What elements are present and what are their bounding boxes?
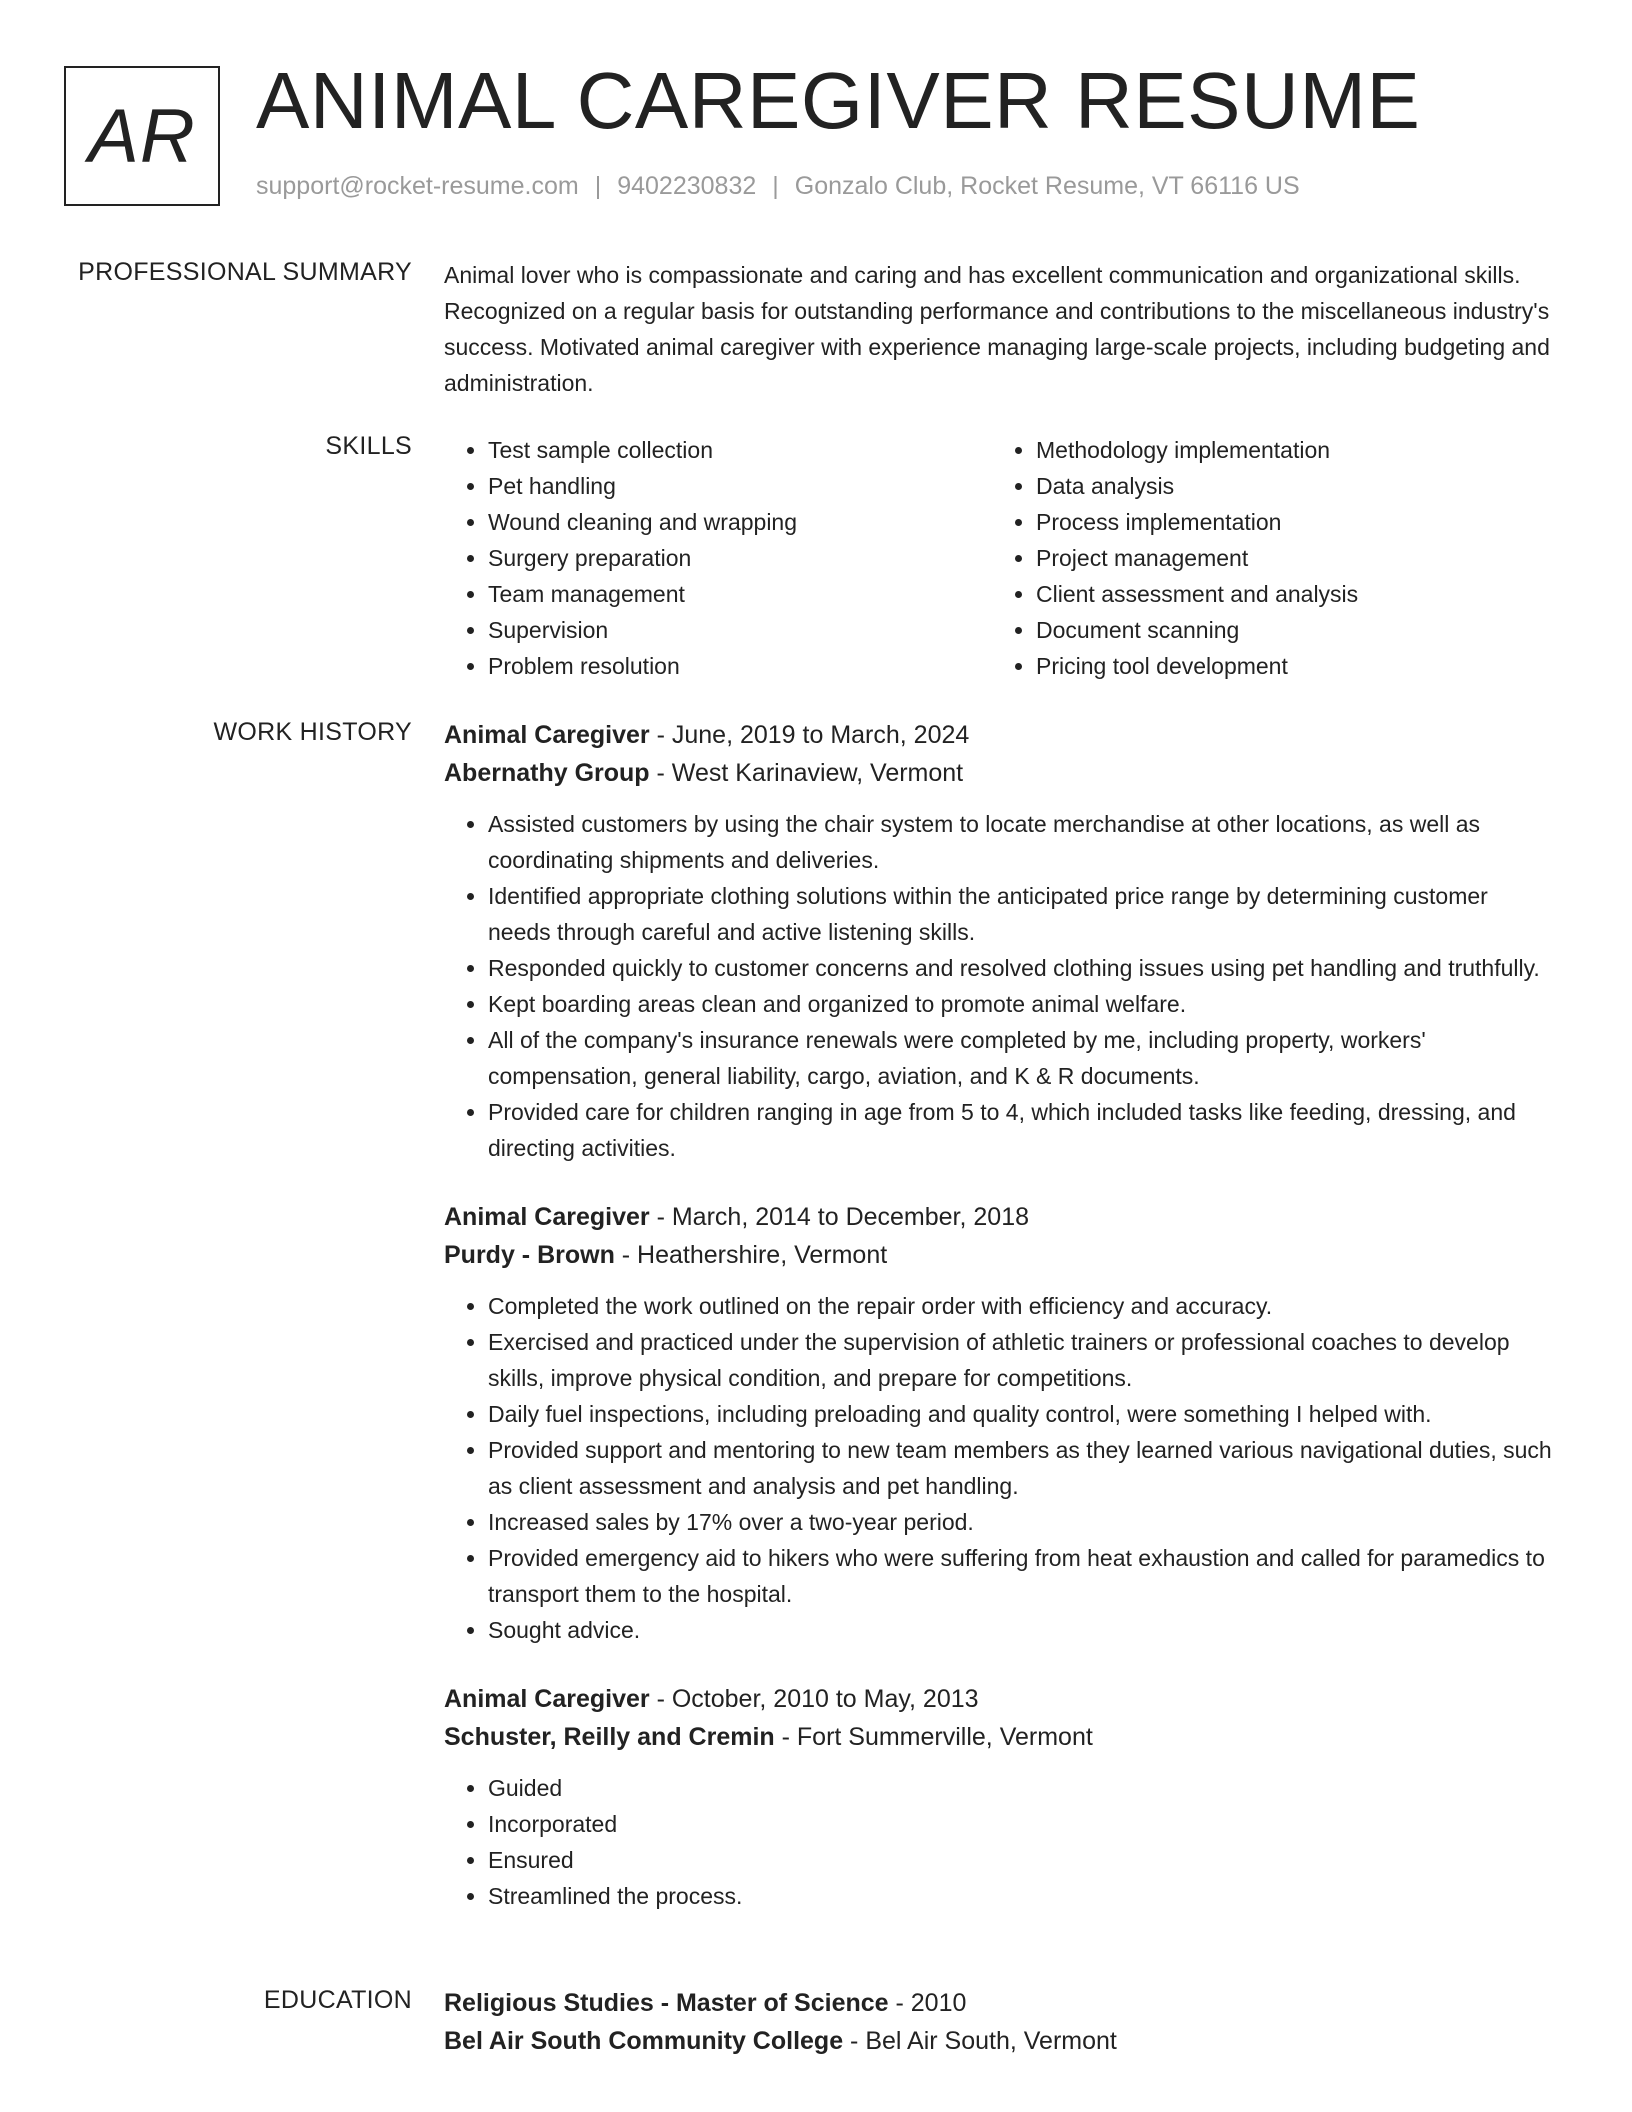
contact-separator: | [772, 172, 779, 200]
contact-phone: 9402230832 [617, 172, 757, 200]
job-dates: - October, 2010 to May, 2013 [649, 1685, 979, 1713]
skill-item: • Test sample collection [488, 432, 992, 468]
contact-separator: | [594, 172, 602, 200]
job-bullet: • Identified appropriate clothing solutions within the anticipated price range by determining customer needs through careful and active listening skills. [488, 878, 1556, 950]
job-bullet: • Completed the work outlined on the repair order with efficiency and accuracy. [488, 1288, 1556, 1324]
job-bullets [444, 1288, 1556, 1648]
job-bullet: • Ensured [488, 1842, 1556, 1878]
job-entry [444, 716, 1556, 1166]
skill-item: • Team management [488, 576, 992, 612]
job-dates: - March, 2014 to December, 2018 [649, 1203, 1030, 1231]
job-bullets [444, 806, 1556, 1166]
job-company: Abernathy Group [444, 759, 650, 787]
skill-item: • Problem resolution [488, 648, 992, 684]
education-school-line [444, 2022, 1556, 2060]
resume-title: ANIMAL CAREGIVER RESUME [256, 56, 1421, 145]
skill-item: • Pricing tool development [1036, 648, 1540, 684]
job-bullet: • Exercised and practiced under the supervision of athletic trainers or professional coaches to develop skills, improve physical condition, and prepare for competitions. [488, 1324, 1556, 1396]
skill-item: • Surgery preparation [488, 540, 992, 576]
skills-list-left [444, 432, 992, 684]
job-title-line [444, 1680, 1556, 1718]
job-bullets [444, 1770, 1556, 1914]
job-bullet: • All of the company's insurance renewals were completed by me, including property, workers' compensation, general liability, cargo, aviation, and K & R documents. [488, 1022, 1556, 1094]
job-bullet: • Kept boarding areas clean and organized to promote animal welfare. [488, 986, 1556, 1022]
skills-label: SKILLS [325, 432, 412, 460]
job-company: Schuster, Reilly and Cremin [444, 1723, 775, 1751]
job-company-line [444, 1718, 1556, 1756]
summary-label: PROFESSIONAL SUMMARY [78, 258, 412, 286]
skill-item: • Data analysis [1036, 468, 1540, 504]
job-title-line [444, 1198, 1556, 1236]
job-bullet: • Streamlined the process. [488, 1878, 1556, 1914]
contact-address: Gonzalo Club, Rocket Resume, VT 66116 US [794, 172, 1300, 200]
skill-item: • Pet handling [488, 468, 992, 504]
job-bullet: • Provided care for children ranging in age from 5 to 4, which included tasks like feeding, dressing, and directing activities. [488, 1094, 1556, 1166]
job-bullet: • Assisted customers by using the chair system to locate merchandise at other locations, as well as coordinating shipments and deliveries. [488, 806, 1556, 878]
skill-item: • Client assessment and analysis [1036, 576, 1540, 612]
monogram-badge: AR [64, 66, 220, 206]
skills-list-right [992, 432, 1540, 684]
work-history-label: WORK HISTORY [213, 718, 412, 746]
job-location: - Heathershire, Vermont [614, 1241, 888, 1269]
education-school: Bel Air South Community College [444, 2027, 844, 2055]
job-bullet: • Increased sales by 17% over a two-year period. [488, 1504, 1556, 1540]
education-location: - Bel Air South, Vermont [843, 2027, 1117, 2055]
job-bullet: • Daily fuel inspections, including preloading and quality control, were something I helped with. [488, 1396, 1556, 1432]
contact-email: support@rocket-resume.com [256, 172, 579, 200]
education-degree: Religious Studies - Master of Science [444, 1989, 889, 2017]
skill-item: • Supervision [488, 612, 992, 648]
job-entry [444, 1198, 1556, 1648]
job-company-line [444, 754, 1556, 792]
job-company: Purdy - Brown [444, 1241, 615, 1269]
job-title: Animal Caregiver [444, 1203, 650, 1231]
job-bullet: • Responded quickly to customer concerns and resolved clothing issues using pet handling and truthfully. [488, 950, 1556, 986]
job-bullet: • Provided emergency aid to hikers who were suffering from heat exhaustion and called for paramedics to transport them to the hospital. [488, 1540, 1556, 1612]
job-bullet: • Provided support and mentoring to new team members as they learned various navigational duties, such as client assessment and analysis and pet handling. [488, 1432, 1556, 1504]
job-title-line [444, 716, 1556, 754]
job-bullet: • Guided [488, 1770, 1556, 1806]
skill-item: • Methodology implementation [1036, 432, 1540, 468]
jobs-container [444, 716, 1556, 1946]
job-dates: - June, 2019 to March, 2024 [649, 721, 970, 749]
skill-item: • Process implementation [1036, 504, 1540, 540]
skill-item: • Wound cleaning and wrapping [488, 504, 992, 540]
education-degree-line [444, 1984, 1556, 2022]
job-bullet: • Incorporated [488, 1806, 1556, 1842]
skill-item: • Project management [1036, 540, 1540, 576]
skill-item: • Document scanning [1036, 612, 1540, 648]
job-location: - Fort Summerville, Vermont [774, 1723, 1093, 1751]
education-label: EDUCATION [263, 1986, 412, 2014]
education-year: - 2010 [888, 1989, 967, 2017]
job-entry [444, 1680, 1556, 1914]
job-company-line [444, 1236, 1556, 1274]
job-title: Animal Caregiver [444, 1685, 650, 1713]
job-bullet: • Sought advice. [488, 1612, 1556, 1648]
job-location: - West Karinaview, Vermont [649, 759, 964, 787]
contact-line [256, 172, 1300, 201]
summary-text: Animal lover who is compassionate and caring and has excellent communication and organizational skills. Recognized on a regular basis for outstanding performance and contributions to the miscellaneous industry's success. Motivated animal caregiver with experience managing large-scale projects, including budgeting and administration. [444, 262, 1550, 396]
job-title: Animal Caregiver [444, 721, 650, 749]
